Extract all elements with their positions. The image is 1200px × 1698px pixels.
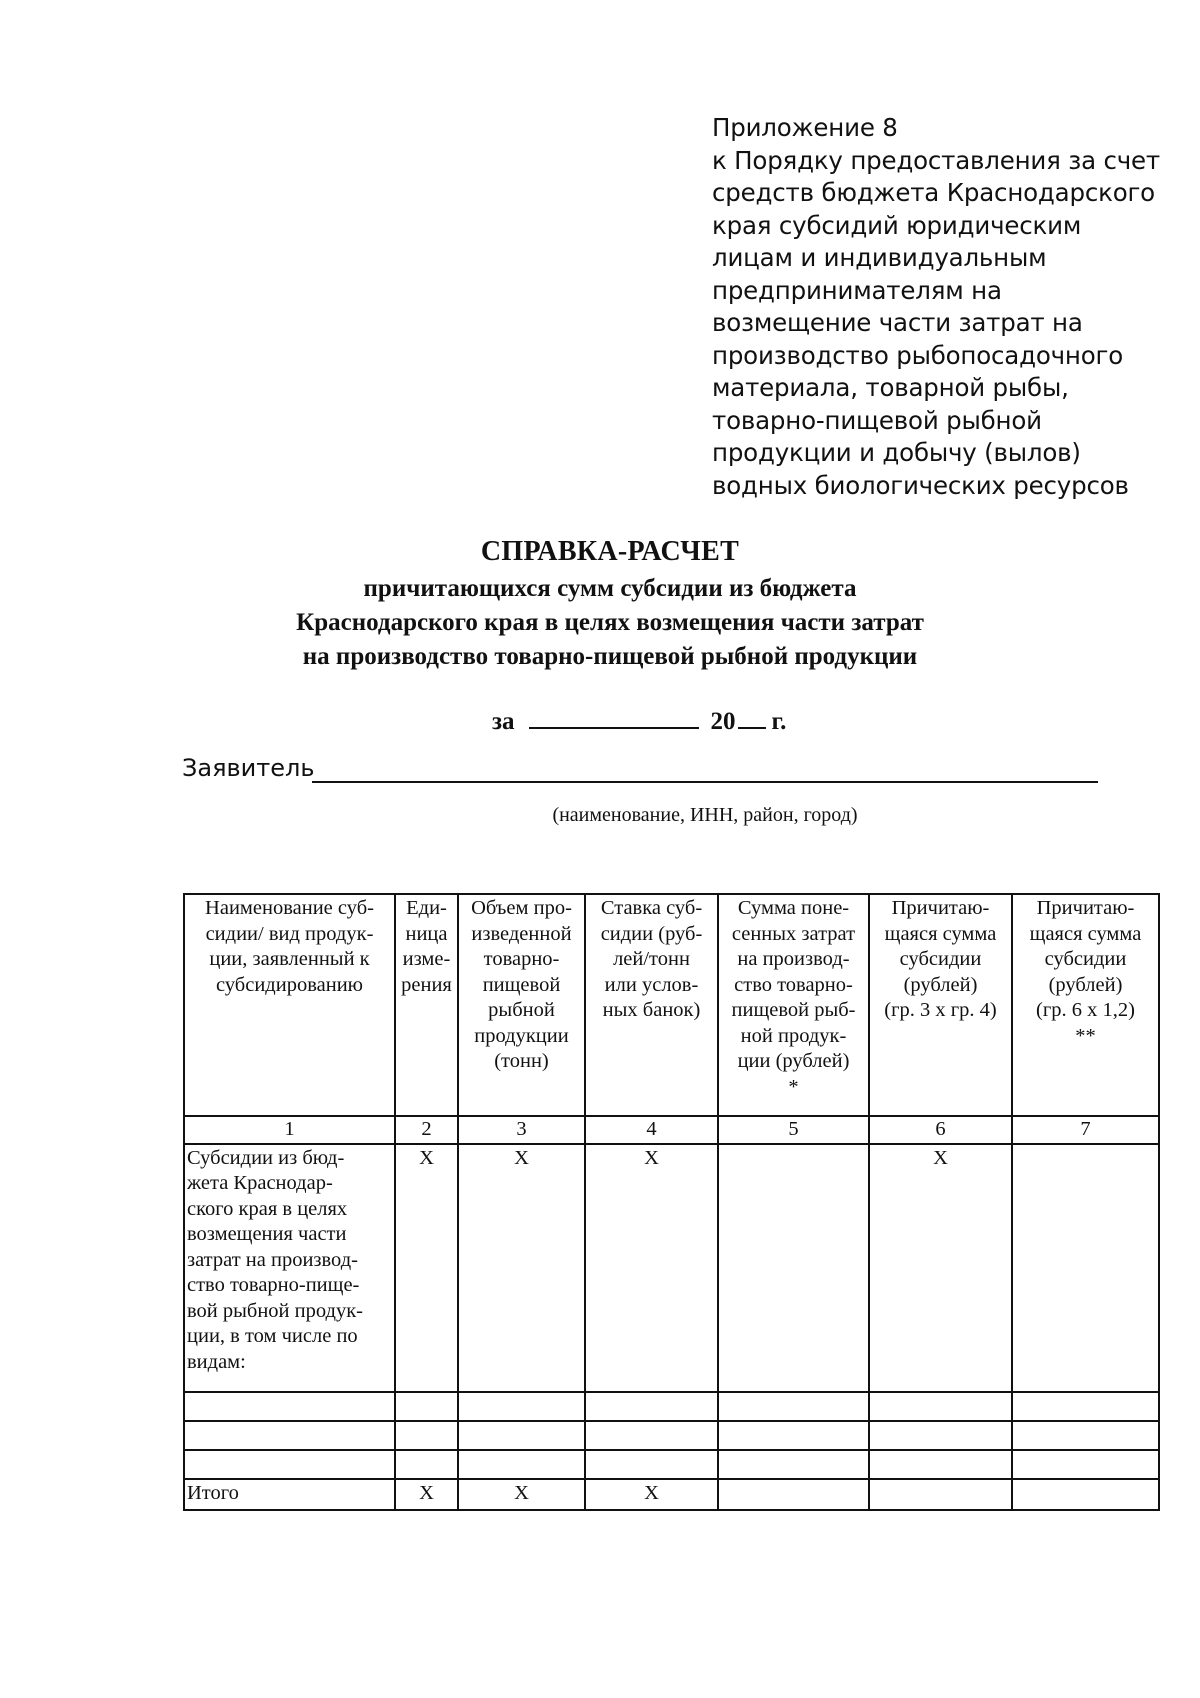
- header-line: (тонн): [494, 1050, 549, 1072]
- table-cell[interactable]: [395, 1392, 458, 1421]
- appendix-line: к Порядку предоставления за счет: [712, 145, 1160, 175]
- header-line: (гр. 3 х гр. 4): [884, 999, 997, 1021]
- header-line: (рублей): [903, 973, 978, 996]
- appendix-line: продукции и добычу (вылов): [712, 438, 1081, 467]
- header-line: на производ-: [737, 948, 850, 970]
- row-name-line: ство товарно-пище-: [187, 1274, 360, 1296]
- header-line: **: [1075, 1024, 1096, 1047]
- row-name-line: вой рыбной продук-: [187, 1299, 364, 1322]
- subtitle-line: на производство товарно-пищевой рыбной продукции: [302, 643, 918, 670]
- appendix-line: производство рыбопосадочного: [712, 340, 1123, 370]
- table-cell[interactable]: [184, 1421, 395, 1450]
- subtitle-line: причитающихся сумм субсидии из бюджета: [363, 575, 857, 602]
- table-header-row: [184, 894, 1159, 1116]
- table-cell[interactable]: [395, 1450, 458, 1479]
- table-cell: Х: [458, 1144, 585, 1392]
- appendix-line: водных биологических ресурсов: [712, 470, 1129, 500]
- appendix-line: возмещение части затрат на: [712, 308, 1083, 337]
- header-line: ции (рублей): [737, 1050, 850, 1072]
- table-cell[interactable]: [718, 1479, 869, 1510]
- header-line: сенных затрат: [731, 922, 856, 945]
- header-line: (гр. 6 х 1,2): [1036, 999, 1135, 1021]
- header-volume: [458, 894, 585, 1116]
- table-cell[interactable]: [1012, 1392, 1159, 1421]
- header-subsidy-final: [1012, 894, 1159, 1116]
- table-cell: Х: [395, 1144, 458, 1392]
- table-cell: Х: [585, 1144, 718, 1392]
- header-line: рения: [401, 973, 452, 996]
- applicant-field[interactable]: [312, 781, 1098, 783]
- header-line: или услов-: [604, 973, 699, 996]
- column-number: 4: [585, 1116, 718, 1144]
- table-cell[interactable]: [869, 1392, 1012, 1421]
- appendix-line: средств бюджета Краснодарского: [712, 178, 1155, 207]
- report-period: [492, 703, 786, 739]
- column-number: 1: [184, 1116, 395, 1144]
- appendix-line: Приложение 8: [712, 113, 898, 142]
- header-line: пищевой рыб-: [731, 999, 856, 1021]
- document-subtitle: [180, 572, 1040, 674]
- table-cell[interactable]: [458, 1421, 585, 1450]
- table-cell[interactable]: [585, 1450, 718, 1479]
- appendix-line: предпринимателям на: [712, 275, 1002, 305]
- header-product-name: [184, 894, 395, 1116]
- column-number: 5: [718, 1116, 869, 1144]
- header-subsidy-calc: [869, 894, 1012, 1116]
- header-line: Ставка суб-: [600, 897, 703, 919]
- appendix-line: края субсидий юридическим: [712, 210, 1082, 240]
- table-row-total: [184, 1479, 1159, 1510]
- column-number: 6: [869, 1116, 1012, 1144]
- header-line: пищевой: [482, 973, 561, 996]
- table-cell[interactable]: [458, 1392, 585, 1421]
- total-label: Итого: [184, 1479, 395, 1510]
- row-name-line: возмещения части: [187, 1223, 347, 1245]
- table-cell[interactable]: [585, 1392, 718, 1421]
- table-cell[interactable]: [869, 1450, 1012, 1479]
- row-name-line: Субсидии из бюд-: [187, 1146, 345, 1169]
- table-cell[interactable]: [718, 1421, 869, 1450]
- appendix-line: материала, товарной рыбы,: [712, 373, 1069, 402]
- table-cell[interactable]: [395, 1421, 458, 1450]
- header-line: Причитаю-: [891, 897, 990, 919]
- header-line: рыбной: [488, 999, 555, 1021]
- table-cell: Х: [395, 1479, 458, 1510]
- header-line: изведенной: [471, 922, 572, 945]
- row-name-line: ции, в том числе по: [187, 1325, 358, 1347]
- header-unit: [395, 894, 458, 1116]
- header-line: Объем про-: [471, 897, 572, 919]
- column-number: 3: [458, 1116, 585, 1144]
- header-line: (рублей): [1048, 973, 1123, 996]
- header-line: ции, заявленный к: [209, 948, 370, 970]
- table-cell: Х: [458, 1479, 585, 1510]
- table-cell[interactable]: [1012, 1479, 1159, 1510]
- table-cell[interactable]: [184, 1392, 395, 1421]
- header-line: щаяся сумма: [1029, 922, 1142, 945]
- column-number-row: [184, 1116, 1159, 1144]
- period-prefix: за: [492, 708, 515, 735]
- table-cell[interactable]: [184, 1450, 395, 1479]
- subsidy-calculation-table: [183, 893, 1160, 1511]
- header-line: Еди-: [406, 897, 447, 919]
- table-row-empty: [184, 1421, 1159, 1450]
- header-line: *: [788, 1075, 799, 1098]
- header-line: товарно-: [483, 948, 560, 970]
- table-cell[interactable]: [718, 1392, 869, 1421]
- table-cell[interactable]: [1012, 1421, 1159, 1450]
- document-title: СПРАВКА-РАСЧЕТ: [480, 536, 740, 567]
- header-line: субсидии: [1044, 948, 1127, 970]
- row-name-line: ского края в целях: [187, 1197, 348, 1220]
- table-cell[interactable]: [718, 1144, 869, 1392]
- table-row-empty: [184, 1392, 1159, 1421]
- header-line: Причитаю-: [1036, 897, 1135, 919]
- header-line: ной продук-: [740, 1024, 847, 1047]
- appendix-line: товарно-пищевой рыбной: [712, 405, 1042, 435]
- row-name-cell: [184, 1144, 395, 1392]
- header-line: Сумма поне-: [737, 897, 850, 919]
- table-cell: Х: [585, 1479, 718, 1510]
- period-year-prefix: 20: [710, 708, 736, 735]
- header-line: продукции: [474, 1024, 569, 1047]
- appendix-note: [712, 112, 1182, 502]
- header-line: ных банок): [602, 999, 701, 1021]
- header-line: сидии (руб-: [600, 922, 703, 945]
- table-cell[interactable]: [869, 1479, 1012, 1510]
- applicant-caption: (наименование, ИНН, район, город): [552, 804, 858, 826]
- table-cell[interactable]: [458, 1450, 585, 1479]
- row-name-line: затрат на производ-: [187, 1248, 358, 1271]
- table-row: [184, 1144, 1159, 1392]
- column-number: 2: [395, 1116, 458, 1144]
- header-line: лей/тонн: [613, 948, 690, 970]
- header-line: субсидированию: [216, 973, 363, 996]
- header-line: изме-: [402, 948, 451, 970]
- header-line: сидии/ вид продук-: [205, 922, 374, 945]
- table-cell: Х: [869, 1144, 1012, 1392]
- header-line: Наименование суб-: [205, 897, 374, 919]
- appendix-line: лицам и индивидуальным: [712, 243, 1047, 272]
- row-name-line: жета Краснодар-: [187, 1172, 333, 1194]
- subtitle-line: Краснодарского края в целях возмещения части затрат: [296, 609, 924, 636]
- column-number: 7: [1012, 1116, 1159, 1144]
- table-cell[interactable]: [1012, 1450, 1159, 1479]
- header-line: ство товарно-: [734, 973, 853, 996]
- table-row-empty: [184, 1450, 1159, 1479]
- header-rate: [585, 894, 718, 1116]
- header-line: щаяся сумма: [884, 922, 997, 945]
- header-line: ница: [405, 922, 448, 945]
- table-cell[interactable]: [585, 1421, 718, 1450]
- period-month-field[interactable]: [529, 703, 699, 729]
- table-cell[interactable]: [869, 1421, 1012, 1450]
- table-cell[interactable]: [718, 1450, 869, 1479]
- table-cell[interactable]: [1012, 1144, 1159, 1392]
- header-line: субсидии: [899, 948, 982, 970]
- header-costs: [718, 894, 869, 1116]
- period-year-field[interactable]: [738, 703, 766, 729]
- row-name-line: видам:: [187, 1350, 246, 1373]
- applicant-label: Заявитель: [182, 754, 315, 782]
- period-suffix: г.: [771, 708, 787, 735]
